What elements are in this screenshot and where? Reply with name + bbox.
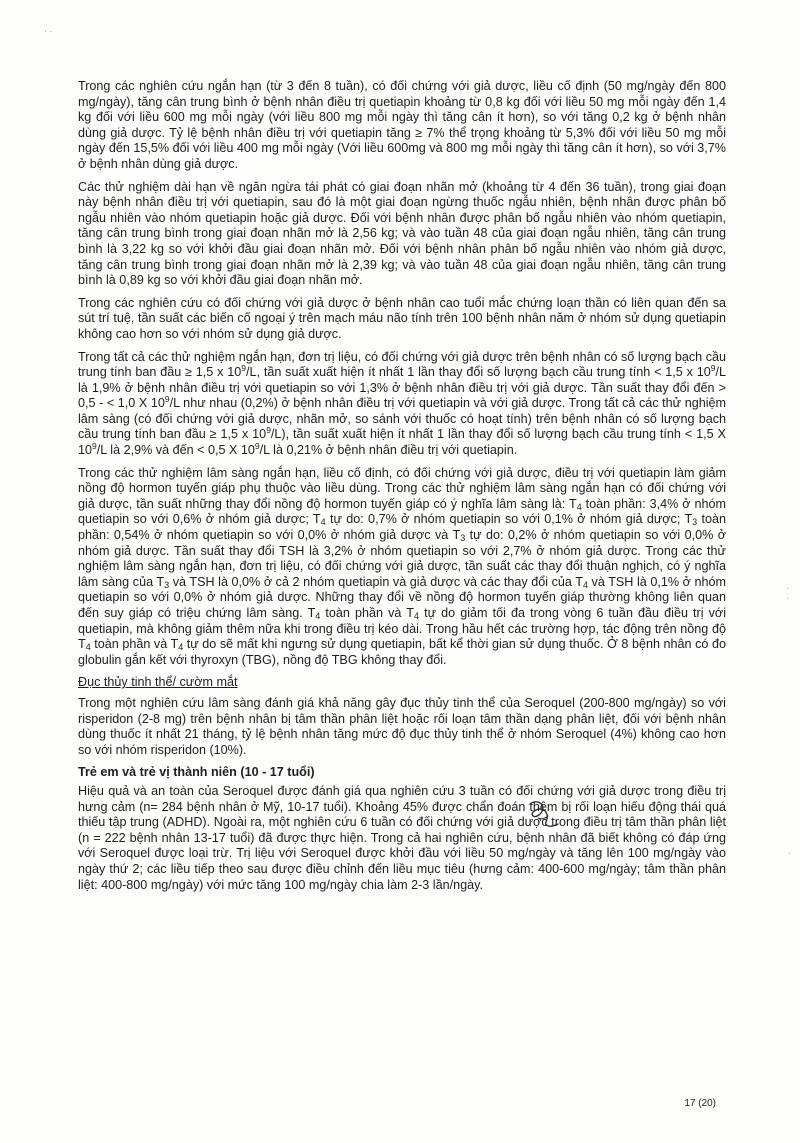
scan-speck: · · (44, 26, 53, 36)
page-number: 17 (20) (684, 1098, 716, 1109)
text-run: Đục thủy tinh thể/ cườm mắt (78, 675, 238, 690)
text-run: /L là 1,9% ở bệnh nhân điều trị với quetiapin so với 1,3% ở bệnh nhân điều trị với giả dược. Tần suất thay đổi đến > 0,5 - < 1,0 X 10 (78, 365, 727, 411)
scan-speck: · (786, 583, 789, 593)
paragraph (78, 180, 726, 289)
text-run: toàn phần và T (320, 606, 414, 620)
paragraph (78, 350, 726, 459)
text-run: Trong một nghiên cứu lâm sàng đánh giá khả năng gây đục thủy tinh thể của Seroquel (200-800 mg/ngày) so với risperidon (2-8 mg) trên bệnh nhân bị tâm thần phân liệt hoặc rối loạn tâm thần dạng phân liệt, đối với bệnh nhân dùng thuốc ít nhất 21 tháng, tỷ lệ bệnh nhân tăng mức độ đục thủy tinh thể ở nhóm Seroquel (4%) không cao hơn so với nhóm risperidon (10%). (78, 695, 726, 757)
text-run: toàn phần: 0,54% ở nhóm quetiapin so với 0,0% ở nhóm giả dược và T (78, 512, 726, 543)
text-run: toàn phần và T (90, 637, 179, 652)
text-run: Hiệu quả và an toàn của Seroquel được đánh giá qua nghiên cứu 3 tuần có đối chứng với giả dược trong điều trị hưng cảm (n= 284 bệnh nhân ở Mỹ, 10-17 tuổi). Khoảng 45% được chẩn đoán thêm bị rối loạn hiếu động thái quá thiếu tập trung (ADHD). Ngoài ra, một nghiên cứu 6 tuần có đối chứng với giả dược trong điều trị tâm thần phân liệt (n = 222 bệnh nhân 13-17 tuổi) đã được thực hiện. Trong cả hai nghiên cứu, bệnh nhân đã biết không có đáp ứng với Seroquel được loại trừ. Trị liệu với Seroquel được khởi đầu với liều 50 mg/ngày và tăng lên 100 mg/ngày vào ngày thứ 2; các liều tiếp theo sau được điều chỉnh đến liều mục tiêu (hưng cảm: 400-600 mg/ngày; tâm thần phân liệt: 400-800 mg/ngày) với mức tăng 100 mg/ngày chia làm 2-3 lần/ngày. (78, 783, 726, 892)
scan-speck: · (788, 848, 791, 858)
paragraph (78, 784, 726, 893)
text-run: /L là 2,9% và đến < 0,5 X 10 (96, 443, 255, 458)
handwritten-initial (524, 800, 564, 832)
text-run: Các thử nghiệm dài hạn về ngăn ngừa tái phát có giai đoạn nhãn mở (khoảng từ 4 đến 36 tuần), trong giai đoạn này bệnh nhân điều trị với quetiapin, sau đó là một giai đoạn ngừng thuốc ngẫu nhiên, bệnh nhân được phân bố ngẫu nhiên vào nhóm quetiapin hoặc giả dược. Đối với bệnh nhân được phân bố ngẫu nhiên vào nhóm quetiapin, tăng cân trung bình trong giai đoạn nhãn mở là 2,56 kg; và vào tuần 48 của giai đoạn ngẫu nhiên, tăng cân trung bình là 3,22 kg so với khởi đầu giai đoạn nhãn mở. Đối với bệnh nhân phân bố ngẫu nhiên vào nhóm giả dược, tăng cân trung bình trong giai đoạn nhãn mở là 2,39 kg; và vào tuần 48 của giai đoạn ngẫu nhiên, tăng cân trung bình là 0,89 kg so với khởi đầu giai đoạn nhãn mở. (78, 179, 726, 288)
paragraph (78, 466, 726, 669)
subscript: 4 (414, 611, 420, 621)
text-run: toàn phần: 3,4% ở nhóm quetiapin so với 0,6% ở nhóm giả dược; T (78, 496, 726, 527)
subscript: 3 (164, 579, 170, 590)
subscript: 4 (315, 611, 321, 621)
subscript: 4 (582, 579, 588, 590)
text-run: tự do: 0,2% ở nhóm quetiapin so với 0,0% ở nhóm giả dược. Tần suất thay đổi TSH là 3,2% ở nhóm quetiapin so với 2,7% ở nhóm giả dược. Trong các thử nghiệm lâm sàng ngắn hạn, đơn trị liệu, có đối chứng với giả dược, tần suất các thay đổi thuận nghịch, có ý nghĩa lâm sàng của T (78, 528, 726, 589)
scan-speck: · (786, 593, 789, 603)
text-run: /L là 0,21% ở bệnh nhân điều trị với quetiapin. (259, 443, 518, 458)
subscript: 4 (320, 517, 326, 528)
superscript: 9 (266, 425, 271, 436)
superscript: 9 (710, 363, 716, 374)
text-run: Trong các nghiên cứu có đối chứng với giả dược ở bệnh nhân cao tuổi mắc chứng loạn thần có liên quan đến sa sút trí tuệ, tần suất các biến cố ngoại ý trên mạch máu não tính trên 100 bệnh nhân năm ở nhóm sử dụng quetiapin không cao hơn so với nhóm sử dụng giả dược. (78, 295, 726, 341)
paragraph (78, 696, 726, 758)
subscript: 4 (576, 501, 582, 512)
text-run: và TSH là 0,0% ở cả 2 nhóm quetiapin và giả dược và các thay đổi của T (169, 574, 583, 589)
text-run: /L, tần suất xuất hiện ít nhất 1 lần thay đổi số lượng bạch cầu trung tính < 1,5 x 10 (246, 365, 711, 380)
document-body (78, 79, 726, 900)
section-heading (78, 765, 726, 781)
paragraph (78, 79, 726, 173)
text-run: tự do giảm tối đa trong vòng 6 tuần đầu điều trị với quetiapin, mà không giảm thêm nữa khi trong điều trị kéo dài. Trong hầu hết các trường hợp, tác động trên nồng độ T (78, 606, 726, 652)
text-run: Trong các thử nghiệm lâm sàng ngắn hạn, liều cố định, có đối chứng với giả dược, điều trị với quetiapin làm giảm nồng độ hormon tuyến giáp phụ thuộc vào liều dùng. Trong các thử nghiệm lâm sàng ngắn hạn có đối chứng với giả dược, tần suất những thay đổi nồng độ hormon tuyến giáp có ý nghĩa lâm sàng là: T (78, 465, 726, 511)
subscript: 3 (460, 533, 466, 544)
superscript: 9 (92, 441, 97, 452)
section-heading (78, 675, 726, 691)
paragraph (78, 296, 726, 343)
text-run: tự do: 0,7% ở nhóm quetiapin so với 0,1% ở nhóm giả dược; T (325, 512, 693, 527)
subscript: 4 (178, 642, 184, 653)
text-run: và TSH là 0,1% ở nhóm quetiapin so với 0,0% ở nhóm giả dược. Những thay đổi về nồng độ hormon tuyến giáp thường không liên quan đến suy giáp có triệu chứng lâm sàng. T (78, 574, 726, 620)
text-run: Trẻ em và trẻ vị thành niên (10 - 17 tuổi) (78, 765, 315, 780)
subscript: 3 (692, 517, 698, 528)
subscript: 4 (85, 642, 91, 653)
text-run: tự do sẽ mất khi ngưng sử dụng quetiapin, bất kể thời gian sử dụng thuốc. Ở 8 bệnh nhân có đo globulin gắn kết với thyroxyn (TBG), nồng độ TBG không thay đổi. (78, 637, 726, 667)
superscript: 9 (254, 441, 260, 452)
superscript: 9 (241, 363, 247, 374)
text-run: Trong các nghiên cứu ngắn hạn (từ 3 đến 8 tuần), có đối chứng với giả dược, liều cố định (50 mg/ngày đến 800 mg/ngày), tăng cân trung bình ở bệnh nhân điều trị quetiapin khoảng từ 0,8 kg đối với liều 50 mg mỗi ngày đến 1,4 kg đối với liều 600 mg mỗi ngày (với liều 800 mg mỗi ngày thì tăng cân ít hơn), so với tăng 0,2 kg ở bệnh nhân dùng giả dược. Tỷ lệ bệnh nhân điều trị với quetiapin tăng ≥ 7% thể trọng khoảng từ 5,3% đối với liều 50 mg mỗi ngày đến 15,5% đối với liều 400 mg mỗi ngày (Với liều 600mg và 800 mg mỗi ngày thì tăng cân ít hơn), so với 3,7% ở bệnh nhân dùng giả dược. (78, 79, 726, 171)
text-run: /L), tần suất xuất hiện ít nhất 1 lần thay đổi số lượng bạch cầu trung tính < 1,5 X 10 (78, 427, 726, 458)
text-run: /L như nhau (0,2%) ở bệnh nhân điều trị với quetiapin và với giả dược. Trong tất cả các thử nghiệm lâm sàng (có đối chứng với giả dược, nhãn mở, so sánh với thuốc có hoạt tính) trên bệnh nhân có số lượng bạch cầu trung tính ban đầu ≥ 1,5 x 10 (78, 396, 726, 442)
superscript: 9 (164, 394, 170, 405)
text-run: Trong tất cả các thử nghiệm ngắn hạn, đơn trị liệu, có đối chứng với giả dược trên bệnh nhân có số lượng bạch cầu trung tính ban đầu ≥ 1,5 x 10 (78, 349, 726, 380)
